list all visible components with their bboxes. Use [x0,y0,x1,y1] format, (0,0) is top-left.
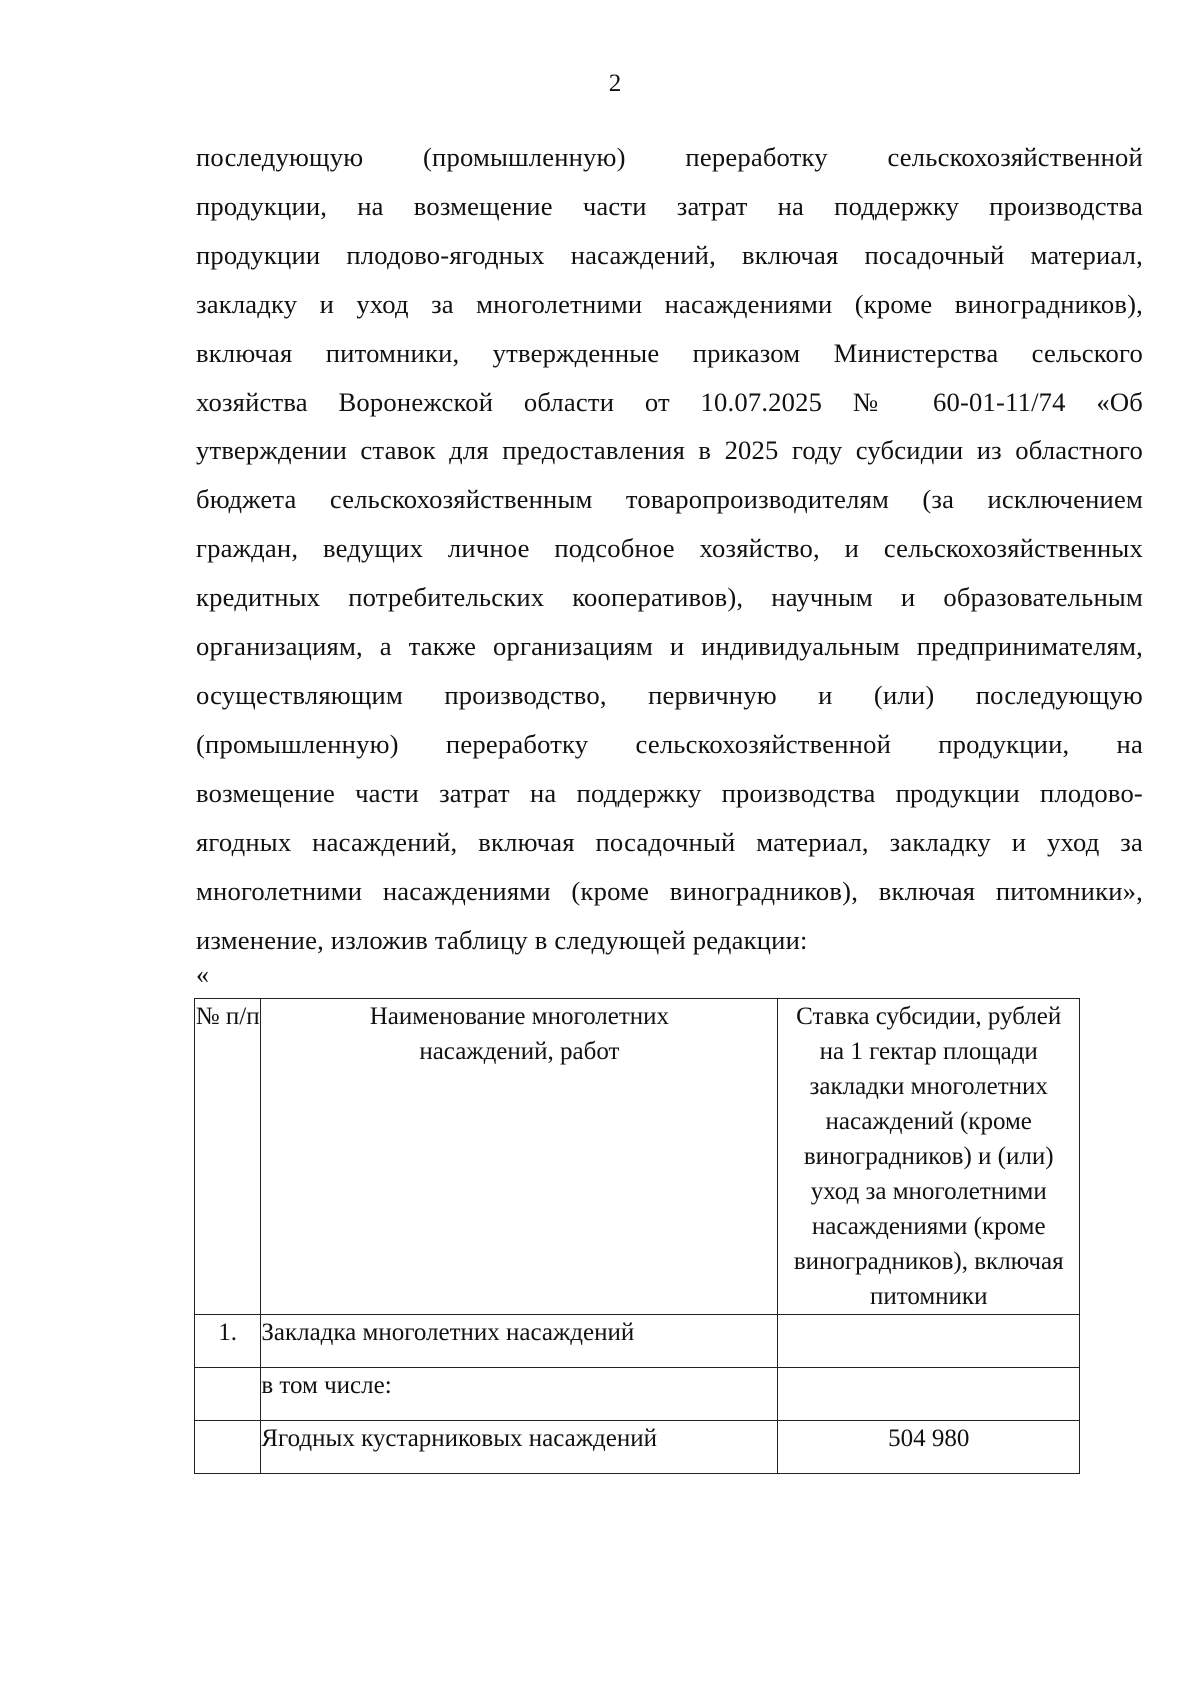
paragraph-line: утверждении ставок для предоставления в 2025 году субсидии из областного [196,435,1143,466]
paragraph-line: последующую (промышленную) переработку сельскохозяйственной [196,142,1143,172]
row-number: 1. [195,1315,261,1368]
header-rate [778,999,1080,1315]
row-name: Закладка многолетних насаждений [261,1315,778,1368]
row-name: Ягодных кустарниковых насаждений [261,1421,778,1474]
paragraph-line: организациям, а также организациям и индивидуальным предпринимателям, [196,631,1143,662]
row-rate [778,1368,1080,1421]
paragraph-line: включая питомники, утвержденные приказом Министерства сельского [196,337,1143,368]
header-name [261,999,778,1315]
opening-quote-mark: « [196,960,209,989]
row-rate [778,1315,1080,1368]
table-header-row [195,999,1080,1315]
row-rate: 504 980 [778,1421,1080,1474]
paragraph-line: продукции плодово-ягодных насаждений, включая посадочный материал, [196,239,1143,270]
paragraph-line: возмещение части затрат на поддержку производства продукции плодово- [196,777,1143,808]
table-row [195,1315,1080,1368]
body-paragraph [196,133,1143,964]
header-rate-text: Ставка субсидии, рублей на 1 гектар площади закладки многолетних насаждений (кроме виноградников) и (или) уход за многолетними насаждениями (кроме виноградников), включая питомники [793,1003,1064,1310]
paragraph-line: хозяйства Воронежской области от 10.07.2025 № 60-01-11/74 «Об [196,386,1143,417]
row-number [195,1421,261,1474]
paragraph-line: (промышленную) переработку сельскохозяйственной продукции, на [196,728,1143,759]
paragraph-line: многолетними насаждениями (кроме виноградников), включая питомники», [196,875,1143,906]
header-name-text: Наименование многолетних насаждений, работ [369,1003,670,1065]
paragraph-line: граждан, ведущих личное подсобное хозяйство, и сельскохозяйственных [196,533,1143,564]
paragraph-line: осуществляющим производство, первичную и (или) последующую [196,679,1143,710]
row-name: в том числе: [261,1368,778,1421]
paragraph-line: кредитных потребительских кооперативов), научным и образовательным [196,582,1143,613]
table-row [195,1421,1080,1474]
header-number [195,999,261,1315]
row-number [195,1368,261,1421]
paragraph-line: ягодных насаждений, включая посадочный материал, закладку и уход за [196,826,1143,857]
paragraph-line: закладку и уход за многолетними насаждениями (кроме виноградников), [196,288,1143,319]
header-number-text: № п/п [195,1003,260,1030]
paragraph-line: продукции, на возмещение части затрат на поддержку производства [196,190,1143,221]
table-row [195,1368,1080,1421]
page-number: 2 [608,70,622,97]
paragraph-line: бюджета сельскохозяйственным товаропроизводителям (за исключением [196,484,1143,515]
subsidy-rates-table [194,998,1080,1474]
paragraph-line: изменение, изложив таблицу в следующей редакции: [196,924,808,955]
